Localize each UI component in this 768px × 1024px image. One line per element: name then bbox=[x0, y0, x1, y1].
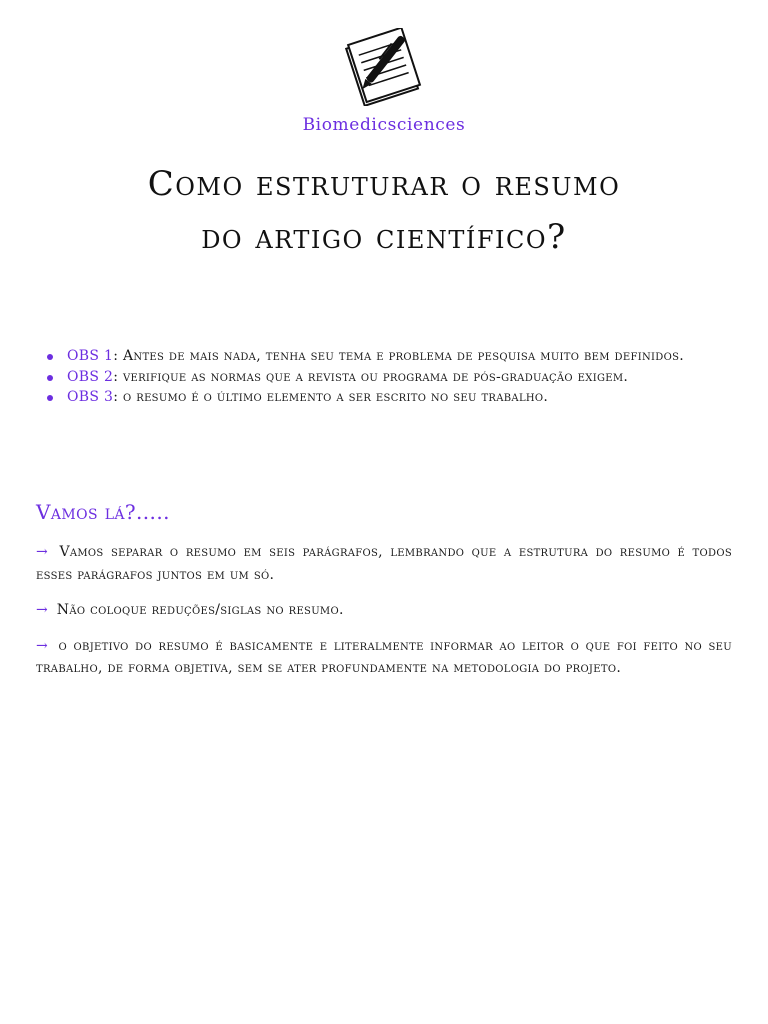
paragraph bbox=[36, 599, 732, 622]
brand-name: Biomedicsciences bbox=[302, 115, 466, 135]
obs-text: : Antes de mais nada, tenha seu tema e problema de pesquisa muito bem definidos. bbox=[113, 348, 684, 364]
list-item bbox=[36, 387, 732, 408]
title-line-1: Como estruturar o resumo bbox=[147, 164, 621, 204]
obs-text: : verifique as normas que a revista ou programa de pós-graduação exigem. bbox=[113, 368, 629, 385]
obs-label: OBS 2 bbox=[67, 368, 114, 385]
title-line-2: do artigo científico? bbox=[201, 217, 567, 257]
list-item bbox=[36, 346, 732, 367]
arrow-icon: → bbox=[36, 544, 49, 560]
list-item bbox=[36, 367, 732, 388]
body-paragraphs bbox=[36, 541, 732, 693]
paragraph-text: Não coloque reduções/siglas no resumo. bbox=[56, 602, 344, 618]
obs-label: OBS 3 bbox=[67, 389, 114, 405]
notepad-with-pen-icon bbox=[340, 28, 428, 106]
page-title bbox=[30, 158, 738, 264]
observations-list bbox=[36, 346, 732, 408]
arrow-icon: → bbox=[36, 637, 49, 654]
section-heading: Vamos lá?..... bbox=[36, 500, 170, 524]
paragraph-text: Vamos separar o resumo em seis parágrafos, lembrando que a estrutura do resumo é todos esses parágrafos juntos em um só. bbox=[36, 544, 732, 583]
paragraph bbox=[36, 635, 732, 680]
obs-text: : o resumo é o último elemento a ser escrito no seu trabalho. bbox=[113, 389, 549, 405]
arrow-icon: → bbox=[36, 602, 49, 618]
paragraph bbox=[36, 541, 732, 586]
paragraph-text: o objetivo do resumo é basicamente e literalmente informar ao leitor o que foi feito no seu trabalho, de forma objetiva, sem se ater profundamente na metodologia do projeto. bbox=[36, 637, 732, 676]
obs-label: OBS 1 bbox=[67, 348, 114, 364]
